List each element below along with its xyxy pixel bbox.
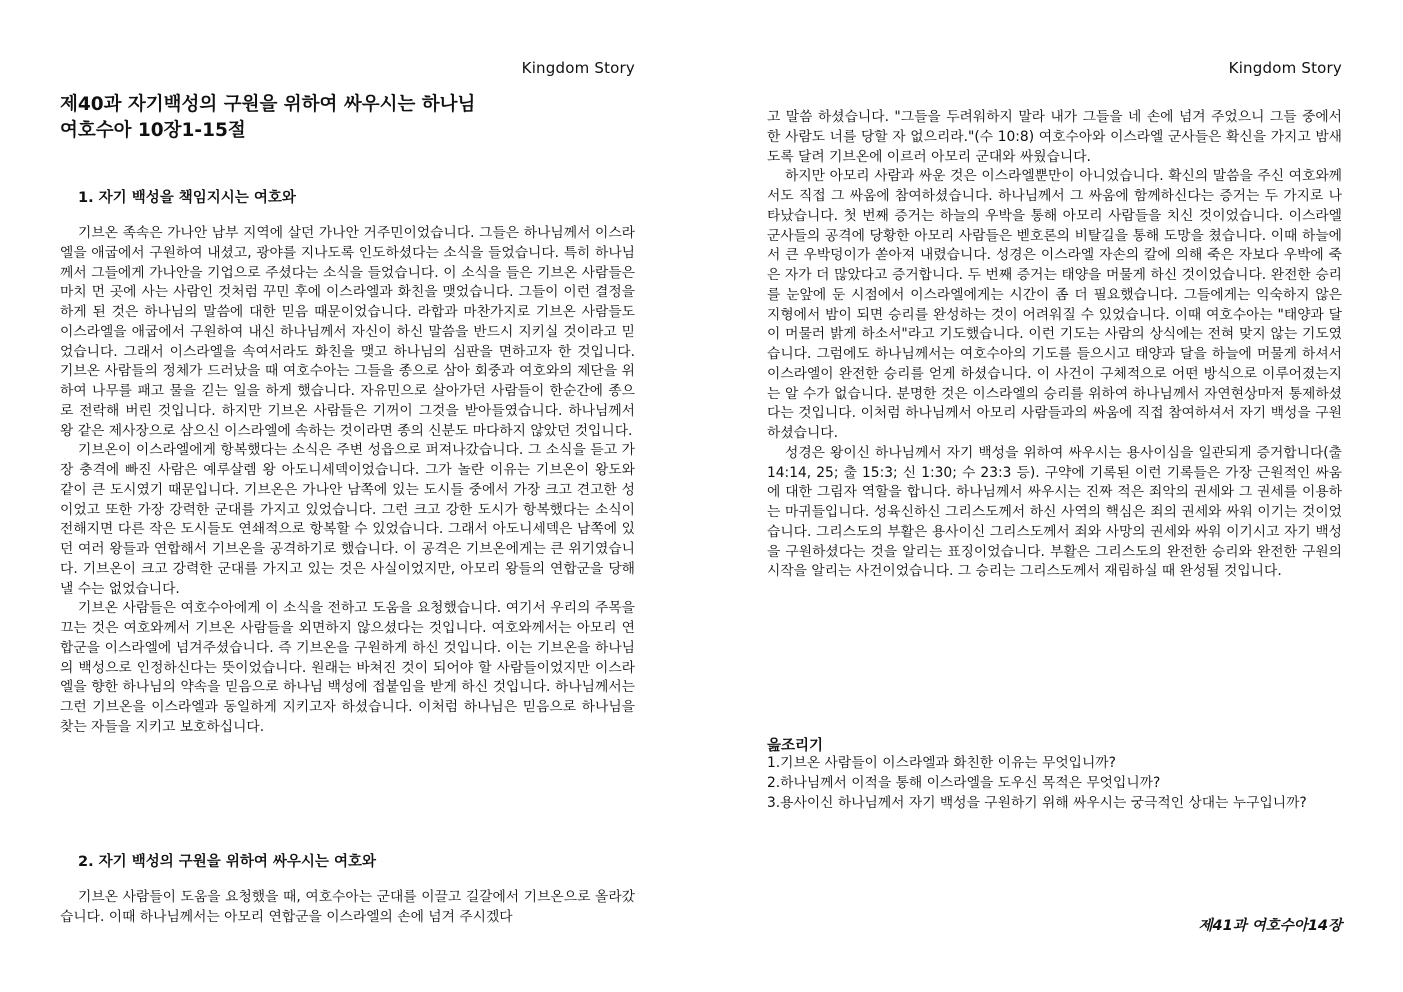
lesson-title-line2: 여호수아 10장1-15절 (60, 120, 246, 141)
lesson-title (60, 92, 475, 144)
section2-heading: 2. 자기 백성의 구원을 위하여 싸우시는 여호와 (78, 854, 377, 870)
review-questions (767, 754, 1342, 813)
paragraph: 기브온 사람들은 여호수아에게 이 소식을 전하고 도움을 요청했습니다. 여기서 우리의 주목을 끄는 것은 여호와께서 기브온 사람들을 외면하지 않으셨다는 것입니다. 여호와께서는 아모리 연합군을 이스라엘에 넘겨주셨습니다. 즉 기브온을 구원하게 하신 것입니다. 이는 기브온을 하나님의 백성으로 인정하신다는 뜻이었습니다. 원래는 바쳐진 것이 되어야 할 사람들이었지만 이스라엘을 향한 하나님의 약속을 믿음으로 하나님 백성에 접붙임을 받게 하신 것입니다. 하나님께서는 그런 기브온을 이스라엘과 동일하게 지키고자 하셨습니다. 이처럼 하나님은 믿음으로 하나님을 찾는 자들을 지키고 보호하십니다. (60, 600, 635, 735)
review-question: 2.하나님께서 이적을 통해 이스라엘을 도우신 목적은 무엇입니까? (767, 774, 1161, 791)
next-lesson-note: 제41과 여호수아14장 (1198, 918, 1342, 934)
section2-body (60, 888, 635, 928)
left-page (60, 0, 635, 992)
lesson-title-line1: 제40과 자기백성의 구원을 위하여 싸우시는 하나님 (60, 94, 476, 115)
paragraph: 고 말씀 하셨습니다. "그들을 두려워하지 말라 내가 그들을 네 손에 넘겨 주었으니 그들 중에서 한 사람도 너를 당할 자 없으리라."(수 10:8) 여호수아와 이스라엘 군사들은 확신을 가지고 밤새도록 달려 기브온에 이르러 아모리 군대와 싸웠습니다. (767, 109, 1342, 165)
paragraph: 하지만 아모리 사람과 싸운 것은 이스라엘뿐만이 아니었습니다. 확신의 말씀을 주신 여호와께서도 직접 그 싸움에 참여하셨습니다. 하나님께서 그 싸움에 함께하신다는 증거는 두 가지로 나타났습니다. 첫 번째 증거는 하늘의 우박을 통해 아모리 사람들을 치신 것이었습니다. 이스라엘 군사들의 공격에 당황한 아모리 사람들은 벧호론의 비탈길을 통해 도망을 쳤습니다. 이때 하늘에서 큰 우박덩이가 쏟아져 내렸습니다. 성경은 이스라엘 자손의 칼에 의해 죽은 자보다 우박에 죽은 자가 더 많았다고 증거합니다. 두 번째 증거는 태양을 머물게 하신 것이었습니다. 완전한 승리를 눈앞에 둔 시점에서 이스라엘에게는 시간이 좀 더 필요했습니다. 그들에게는 익숙하지 않은 지형에서 밤이 되면 승리를 완성하는 것이 어려워질 수 있었습니다. 이때 여호수아는 "태양과 달이 머물러 밝게 하소서"라고 기도했습니다. 이런 기도는 사람의 상식에는 전혀 맞지 않는 기도였습니다. 그럼에도 하나님께서는 여호수아의 기도를 들으시고 태양과 달을 하늘에 머물게 하셔서 이스라엘이 완전한 승리를 얻게 하셨습니다. 이 사건이 구체적으로 어떤 방식으로 이루어졌는지는 알 수가 없습니다. 분명한 것은 이스라엘의 승리를 위하여 하나님께서 자연현상마저 통제하셨다는 것입니다. 이처럼 하나님께서 아모리 사람들과의 싸움에 직접 참여하셔서 자기 백성을 구원하셨습니다. (767, 168, 1342, 441)
page-header-left: Kingdom Story (521, 59, 635, 77)
paragraph: 기브온이 이스라엘에게 항복했다는 소식은 주변 성읍으로 퍼져나갔습니다. 그 소식을 듣고 가장 충격에 빠진 사람은 예루살렘 왕 아도니세덱이었습니다. 그가 놀란 이유는 기브온이 왕도와 같이 큰 도시였기 때문입니다. 기브온은 가나안 남쪽에 있는 도시들 중에서 가장 크고 견고한 성이었고 또한 가장 강력한 군대를 가지고 있었습니다. 그런 크고 강한 도시가 항복했다는 소식이 전해지면 다른 작은 도시들도 연쇄적으로 항복할 수 있었습니다. 그래서 아도니세덱은 남쪽에 있던 여러 왕들과 연합해서 기브온을 공격하기로 했습니다. 이 공격은 기브온에게는 큰 위기였습니다. 기브온이 크고 강력한 군대를 가지고 있는 것은 사실이었지만, 아모리 왕들의 연합군을 당해 낼 수는 없었습니다. (60, 442, 635, 597)
review-question: 1.기브온 사람들이 이스라엘과 화친한 이유는 무엇입니까? (767, 755, 1116, 771)
paragraph: 기브온 족속은 가나안 남부 지역에 살던 가나안 거주민이었습니다. 그들은 하나님께서 이스라엘을 애굽에서 구원하여 내셨고, 광야를 지나도록 인도하셨다는 소식을 들었습니다. 특히 하나님께서 그들에게 가나안을 기업으로 주셨다는 소식을 들었습니다. 이 소식을 들은 기브온 사람들은 마치 먼 곳에 사는 사람인 것처럼 꾸민 후에 이스라엘과 화친을 맺었습니다. 그들이 이런 결정을 하게 된 것은 하나님의 말씀에 대한 믿음 때문이었습니다. 라합과 마찬가지로 기브온 사람들도 이스라엘을 애굽에서 구원하여 내신 하나님께서 자신이 하신 말씀을 반드시 지키실 것이라고 믿었습니다. 그래서 이스라엘을 속여서라도 화친을 맺고 하나님의 심판을 면하고자 한 것입니다. 기브온 사람들의 정체가 드러났을 때 여호수아는 그들을 종으로 삼아 회중과 여호와의 제단을 위하여 나무를 패고 물을 긷는 일을 하게 했습니다. 자유민으로 살아가던 사람들이 한순간에 종으로 전락해 버린 것입니다. 하지만 기브온 사람들은 기꺼이 그것을 받아들였습니다. 하나님께서 왕 같은 제사장으로 삼으신 이스라엘에 속하는 것이라면 종의 신분도 마다하지 않았던 것입니다. (60, 225, 635, 439)
review-question: 3.용사이신 하나님께서 자기 백성을 구원하기 위해 싸우시는 궁극적인 상대는 누구입니까? (767, 794, 1307, 811)
right-page (767, 0, 1342, 992)
section1-body (60, 224, 635, 738)
page-header-right: Kingdom Story (1228, 59, 1342, 77)
paragraph: 성경은 왕이신 하나님께서 자기 백성을 위하여 싸우시는 용사이심을 일관되게 증거합니다(출 14:14, 25; 출 15:3; 신 1:30; 수 23:3 등). 구약에 기록된 이런 기록들은 가장 근원적인 싸움에 대한 그림자 역할을 합니다. 하나님께서 싸우시는 진짜 적은 죄악의 권세와 그 권세를 이용하는 마귀들입니다. 성육신하신 그리스도께서 하신 사역의 핵심은 죄의 권세와 싸워 이기는 것이었습니다. 그리스도의 부활은 용사이신 그리스도께서 죄와 사망의 권세와 싸워 이기시고 자기 백성을 구원하셨다는 것을 알리는 표징이었습니다. 부활은 그리스도의 완전한 승리와 완전한 구원의 시작을 알리는 사건이었습니다. 그 승리는 그리스도께서 재림하실 때 완성될 것입니다. (767, 444, 1342, 580)
paragraph: 기브온 사람들이 도움을 요청했을 때, 여호수아는 군대를 이끌고 길갈에서 기브온으로 올라갔습니다. 이때 하나님께서는 아모리 연합군을 이스라엘의 손에 넘겨 주시겠다 (60, 889, 635, 925)
section1-heading: 1. 자기 백성을 책임지시는 여호와 (78, 190, 296, 206)
review-title: 읊조리기 (767, 738, 824, 754)
right-page-body (767, 108, 1342, 582)
